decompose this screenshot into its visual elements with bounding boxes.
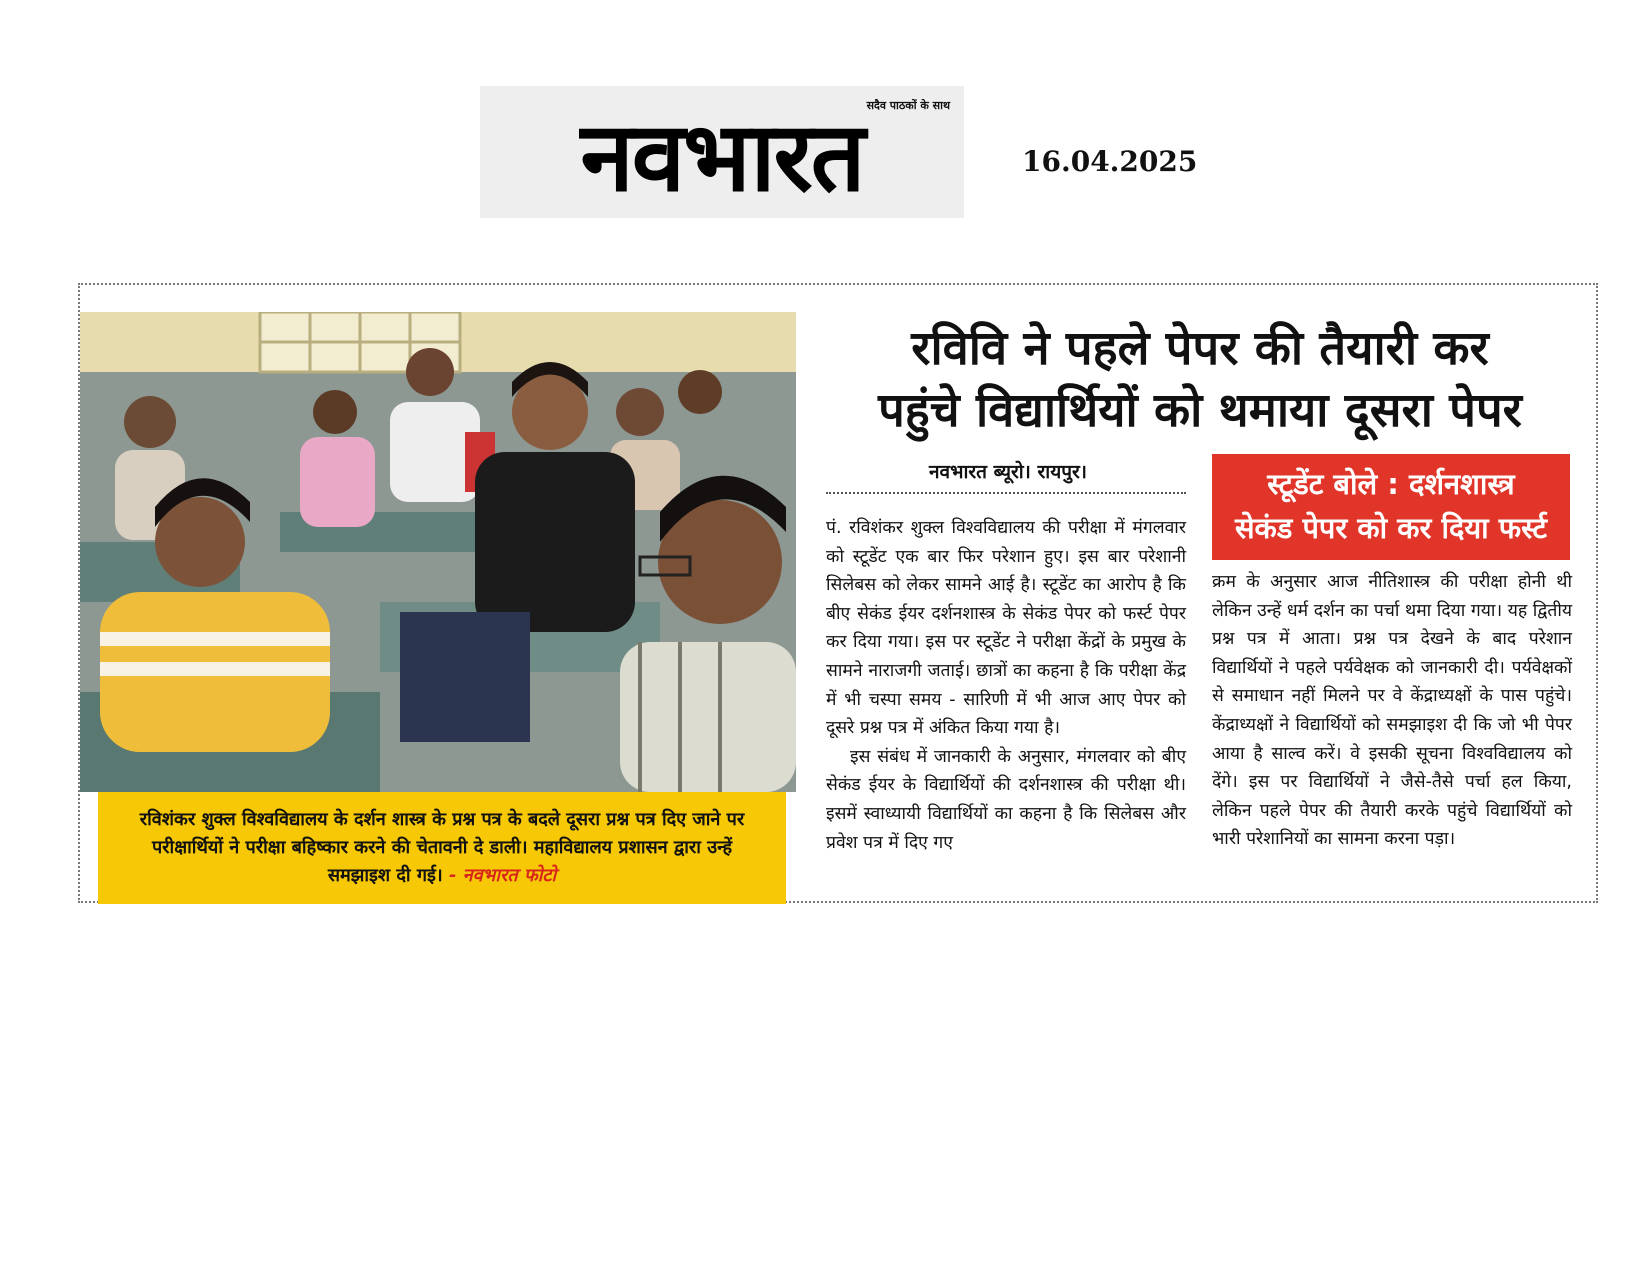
subheading-line-1: स्टूडेंट बोले : दर्शनशास्त्र xyxy=(1267,467,1515,501)
newspaper-masthead xyxy=(480,86,964,218)
article-column-right xyxy=(1212,568,1572,854)
exam-hall-photo xyxy=(80,312,796,792)
article-headline xyxy=(810,318,1590,442)
caption-text: रविशंकर शुक्ल विश्वविद्यालय के दर्शन शास्त्र के प्रश्न पत्र के बदले दूसरा प्रश्न पत्र दिए जाने पर परीक्षार्थियों ने परीक्षा बहिष्कार करने की चेतावनी दे डाली। महाविद्यालय प्रशासन द्वारा उन्हें समझाइश दी गई। xyxy=(139,809,745,886)
headline-line-1: रविवि ने पहले पेपर की तैयारी कर xyxy=(911,321,1489,376)
photo-credit: - नवभारत फोटो xyxy=(448,865,557,886)
article-byline: नवभारत ब्यूरो। रायपुर। xyxy=(929,461,1087,483)
subheading-line-2: सेकंड पेपर को कर दिया फर्स्ट xyxy=(1234,511,1548,545)
article-paragraph-1: पं. रविशंकर शुक्ल विश्वविद्यालय की परीक्षा में मंगलवार को स्टूडेंट एक बार फिर परेशान हुए। इस बार परेशानी सिलेबस को लेकर सामने आई है। स्टूडेंट का आरोप है कि बीए सेकंड ईयर दर्शनशास्त्र के सेकंड पेपर को फर्स्ट पेपर कर दिया गया। इस पर स्टूडेंट ने परीक्षा केंद्रों के प्रमुख के सामने नाराजगी जताई। छात्रों का कहना है कि परीक्षा केंद्र में भी चस्पा समय - सारिणी में भी आज आए पेपर को दूसरे प्रश्न पत्र में अंकित किया गया है। xyxy=(826,518,1186,739)
article-paragraph-2: इस संबंध में जानकारी के अनुसार, मंगलवार को बीए सेकंड ईयर के विद्यार्थियों की दर्शनशास्त्र की परीक्षा थी। इसमें स्वाध्यायी विद्यार्थियों का कहना है कि सिलेबस और प्रवेश पत्र में दिए गए xyxy=(826,746,1186,853)
edition-date: 16.04.2025 xyxy=(1022,145,1198,178)
headline-line-2: पहुंचे विद्यार्थियों को थमाया दूसरा पेपर xyxy=(878,383,1522,438)
byline-divider xyxy=(826,492,1186,494)
subheading-box xyxy=(1212,454,1570,560)
photo-caption xyxy=(98,792,786,904)
article-column-left xyxy=(826,514,1186,857)
newspaper-logo: नवभारत xyxy=(580,101,864,213)
masthead-tagline: सदैव पाठकों के साथ xyxy=(866,99,950,112)
article-paragraph-3: क्रम के अनुसार आज नीतिशास्त्र की परीक्षा होनी थी लेकिन उन्हें धर्म दर्शन का पर्चा थमा दिया गया। यह द्वितीय प्रश्न पत्र में आता। प्रश्न पत्र देखने के बाद परेशान विद्यार्थियों ने पहले पर्यवेक्षक को जानकारी दी। पर्यवेक्षकों से समाधान नहीं मिलने पर वे केंद्राध्यक्षों के पास पहुंचे। केंद्राध्यक्षों ने विद्यार्थियों को समझाइश दी कि जो भी पेपर आया है साल्व करें। वे इसकी सूचना विश्वविद्यालय को देंगे। इस पर विद्यार्थियों ने जैसे-तैसे पर्चा हल किया, लेकिन पहले पेपर की तैयारी करके पहुंचे विद्यार्थियों को भारी परेशानियों का सामना करना पड़ा। xyxy=(1212,572,1572,850)
